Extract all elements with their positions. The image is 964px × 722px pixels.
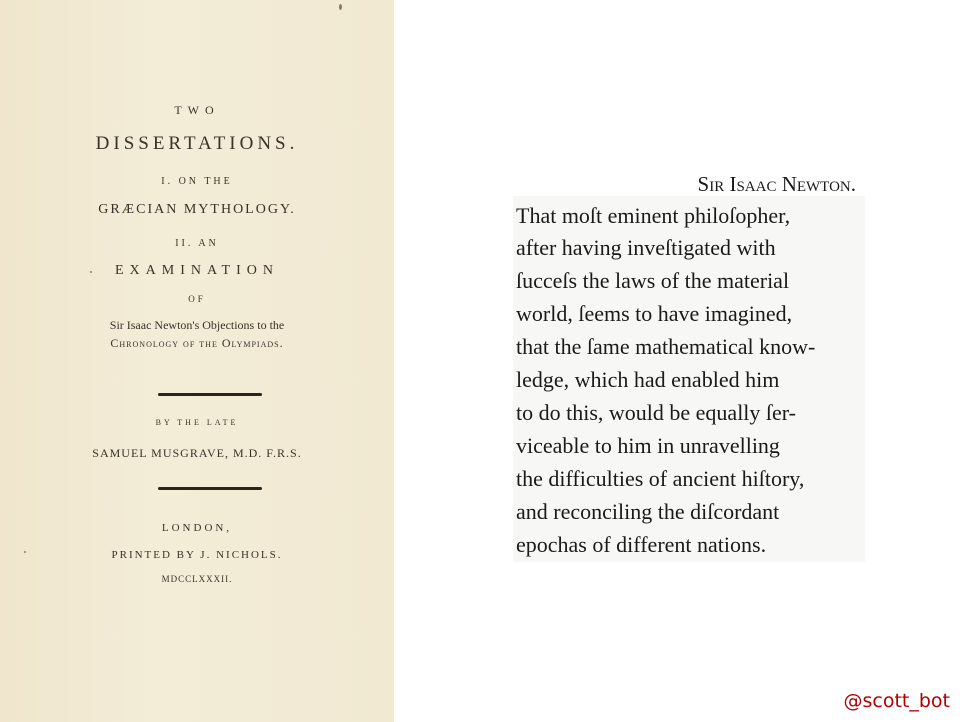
title-page-image: [0, 0, 394, 722]
excerpt-line: viceable to him in unravelling: [516, 433, 780, 458]
title-examination: EXAMINATION: [115, 263, 279, 278]
page-speck: [90, 271, 92, 273]
title-line-of: OF: [188, 294, 206, 304]
title-graecian-mythology: GRÆCIAN MYTHOLOGY.: [98, 202, 296, 217]
excerpt-line: world, ſeems to have imagined,: [516, 301, 793, 326]
title-chronology: Chronology of the Olympiads.: [110, 336, 284, 350]
title-author: SAMUEL MUSGRAVE, M.D. F.R.S.: [92, 446, 302, 460]
title-line-an: II. AN: [175, 238, 219, 249]
title-by-the-late: BY THE LATE: [155, 418, 239, 427]
excerpt-line: the difficulties of ancient hiſtory,: [516, 466, 805, 491]
excerpt-line: That moſt eminent philoſopher,: [516, 203, 791, 228]
title-line-two: TWO: [174, 103, 220, 117]
title-line-on-the: I. ON THE: [161, 176, 233, 187]
excerpt-line: ſucceſs the laws of the material: [516, 268, 790, 293]
title-year: MDCCLXXXII.: [161, 574, 233, 584]
title-dissertations: DISSERTATIONS.: [95, 133, 299, 154]
excerpt-line: epochas of different nations.: [516, 532, 767, 557]
title-printer: PRINTED BY J. NICHOLS.: [111, 549, 283, 561]
watermark-handle: @scott_bot: [843, 690, 950, 712]
title-london: LONDON,: [161, 522, 233, 534]
excerpt-line: to do this, would be equally ſer-: [516, 400, 797, 425]
excerpt-line: ledge, which had enabled him: [516, 367, 780, 392]
title-newton-objections: Sir Isaac Newton's Objections to the: [109, 318, 285, 332]
excerpt-line: and reconciling the diſcordant: [516, 499, 780, 524]
excerpt-line: after having inveſtigated with: [516, 235, 776, 260]
excerpt-line: that the ſame mathematical know-: [516, 334, 816, 359]
ornamental-rule-bottom: [158, 487, 262, 490]
page-speck: [339, 4, 342, 10]
page-speck: [24, 551, 26, 553]
excerpt-heading: Sir Isaac Newton.: [697, 172, 856, 196]
ornamental-rule-top: [158, 393, 262, 396]
